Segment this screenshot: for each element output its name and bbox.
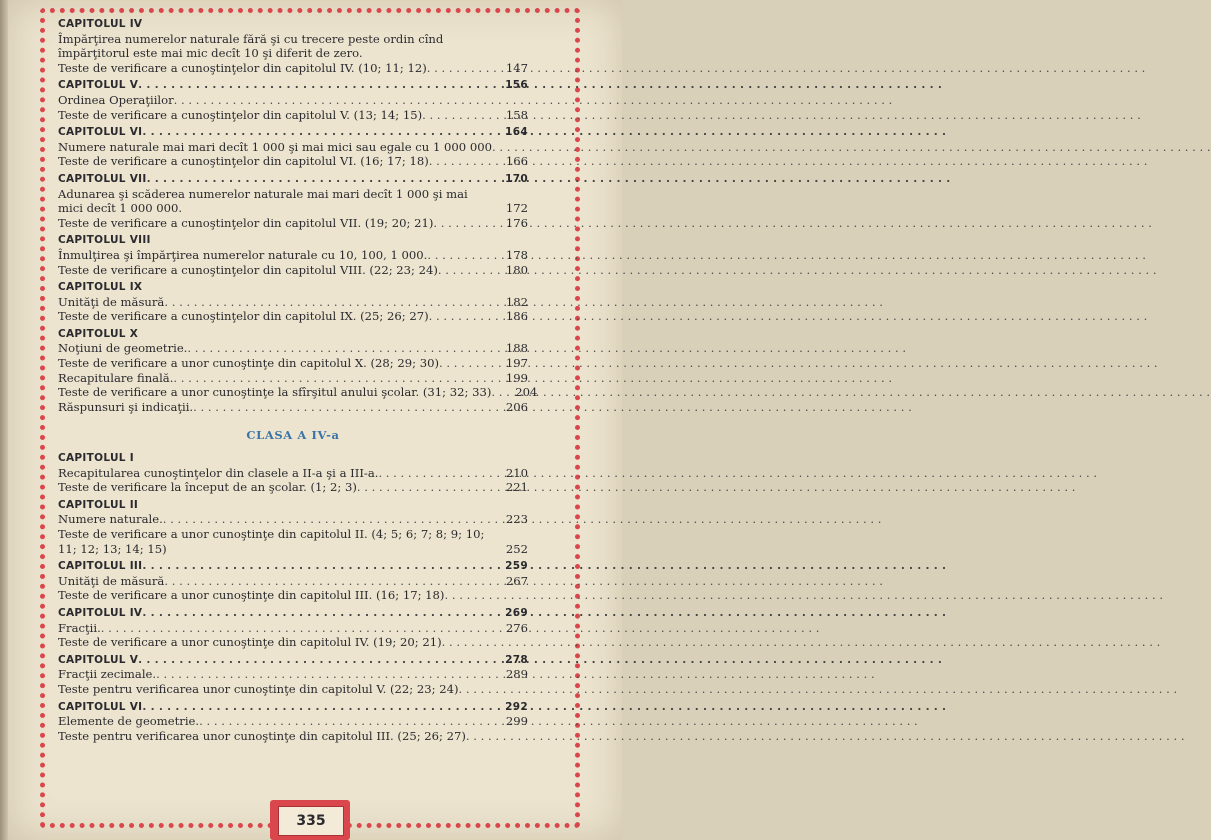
- entry-text: Elemente de geometrie.: [58, 714, 200, 729]
- leader-dots: [156, 667, 490, 682]
- chapter-heading: CAPITOLUL II: [58, 498, 139, 511]
- page-number-badge: [270, 800, 350, 840]
- entry-page: 289: [505, 667, 528, 682]
- chapter-heading: CAPITOLUL IV: [58, 18, 143, 30]
- leader-dots: [378, 466, 490, 481]
- page-number: 335: [278, 806, 344, 836]
- chapter-page: 156: [505, 79, 528, 92]
- toc-entry: [58, 248, 528, 263]
- entry-text: Teste de verificare a cunoştinţelor din capitolul IX. (25; 26; 27): [58, 309, 429, 324]
- toc-entry: [58, 714, 528, 729]
- toc-entry: [58, 729, 528, 744]
- leader-dots: [164, 574, 490, 589]
- entry-page: 197: [505, 356, 528, 371]
- entry-text: Înmulţirea şi împărţirea numerelor naturale cu 10, 100, 1 000.: [58, 247, 428, 262]
- leader-dots: [439, 356, 490, 371]
- entry-page: 186: [505, 309, 528, 324]
- entry-page: 182: [505, 294, 528, 309]
- entry-page: 252: [505, 541, 528, 556]
- toc-entry: [58, 371, 528, 386]
- leader-dots: [491, 385, 499, 400]
- chapter-title: CAPITOLUL III: [58, 560, 143, 573]
- leader-dots: [163, 512, 490, 527]
- leader-dots: [142, 125, 490, 140]
- entry-page: 204: [515, 385, 538, 400]
- entry-page: 276: [505, 620, 528, 635]
- toc-entry: [58, 309, 528, 324]
- entry-text: Teste de verificare a unor cunoştinţe din capitolul IV. (19; 20; 21): [58, 635, 442, 650]
- chapter-page: 259: [505, 560, 528, 573]
- leader-dots: [142, 606, 490, 621]
- leader-dots: [438, 263, 490, 278]
- entry-text: Răspunsuri şi indicaţii.: [58, 399, 194, 414]
- toc-entry: [58, 574, 528, 589]
- chapter-heading: [58, 78, 528, 93]
- entry-text: Unităţi de măsură: [58, 294, 165, 309]
- entry-page: 299: [505, 714, 528, 729]
- leader-dots: [442, 635, 490, 650]
- chapter-page: 170: [505, 172, 528, 185]
- toc-entry: [58, 400, 528, 415]
- leader-dots: [357, 480, 490, 495]
- toc-entry: [58, 480, 528, 495]
- entry-text: Numere naturale.: [58, 512, 163, 527]
- entry-text: Teste de verificare a cunoştinţelor din capitolul V. (13; 14; 15): [58, 107, 423, 122]
- leader-dots: [429, 309, 490, 324]
- leader-dots: [427, 61, 490, 76]
- chapter-page: 269: [505, 606, 528, 619]
- toc-entry: [58, 466, 528, 481]
- chapter-title: CAPITOLUL V: [58, 79, 139, 92]
- entry-text: Teste pentru verificarea unor cunoştinţe din capitolul III. (25; 26; 27): [58, 728, 466, 743]
- entry-text: Noţiuni de geometrie.: [58, 341, 188, 356]
- entry-page: 188: [505, 341, 528, 356]
- table-of-contents: [58, 14, 538, 743]
- entry-text: Teste de verificare a cunoştinţelor din capitolul IV. (10; 11; 12): [58, 60, 427, 75]
- entry-page: 267: [505, 573, 528, 588]
- toc-entry: [58, 187, 528, 216]
- chapter-heading: CAPITOLUL IX: [58, 281, 143, 294]
- entry-page: 178: [505, 247, 528, 262]
- chapter-heading: CAPITOLUL X: [58, 327, 139, 340]
- chapter-title: CAPITOLUL V: [58, 653, 139, 666]
- chapter-title: CAPITOLUL VI: [58, 126, 143, 139]
- leader-dots: [466, 729, 490, 744]
- leader-dots: [187, 341, 490, 356]
- leader-dots: [142, 700, 490, 715]
- entry-page: 180: [505, 262, 528, 277]
- toc-entry: [58, 93, 528, 108]
- chapter-title: CAPITOLUL VII: [58, 172, 147, 185]
- class-heading: CLASA A IV-a: [246, 428, 340, 443]
- toc-part-grade-4: [58, 451, 528, 743]
- leader-dots: [433, 216, 490, 231]
- entry-text: Teste de verificare a unor cunoştinţe din capitolul III. (16; 17; 18): [58, 588, 445, 603]
- leader-dots: [174, 93, 490, 108]
- leader-dots: [142, 559, 490, 574]
- leader-dots: [427, 248, 490, 263]
- chapter-heading: [58, 606, 528, 621]
- leader-dots: [199, 714, 490, 729]
- chapter-title: CAPITOLUL VI: [58, 700, 143, 713]
- chapter-title: CAPITOLUL IV: [58, 606, 143, 619]
- chapter-heading: CAPITOLUL VIII: [58, 234, 151, 247]
- chapter-heading: [58, 700, 528, 715]
- entry-page: 172: [505, 201, 528, 216]
- leader-dots: [138, 78, 490, 93]
- leader-dots: [429, 154, 490, 169]
- toc-entry: [58, 216, 528, 231]
- chapter-page: 292: [505, 700, 528, 713]
- leader-dots: [101, 621, 490, 636]
- leader-dots: [147, 172, 490, 187]
- entry-text: Recapitulare finală.: [58, 370, 174, 385]
- toc-entry: [58, 621, 528, 636]
- chapter-heading: [58, 125, 528, 140]
- toc-entry: [58, 635, 528, 650]
- toc-entry: [58, 356, 528, 371]
- entry-text: Teste de verificare a unor cunoştinţe din capitolul X. (28; 29; 30): [58, 356, 439, 371]
- toc-entry: [58, 32, 528, 61]
- chapter-heading: CAPITOLUL I: [58, 452, 134, 465]
- leader-dots: [422, 108, 490, 123]
- leader-dots: [444, 588, 490, 603]
- entry-page: 221: [505, 480, 528, 495]
- leader-dots: [492, 140, 500, 155]
- entry-text: Numere naturale mai mari decît 1 000 şi mai mici sau egale cu 1 000 000: [58, 139, 492, 154]
- chapter-heading: [58, 559, 528, 574]
- entry-text: Fracţii zecimale.: [58, 667, 157, 682]
- entry-page: 199: [505, 370, 528, 385]
- entry-page: 210: [505, 465, 528, 480]
- entry-text: Teste de verificare a cunoştinţelor din capitolul VI. (16; 17; 18): [58, 154, 429, 169]
- entry-page: 158: [505, 107, 528, 122]
- chapter-heading: [58, 653, 528, 668]
- chapter-page: 278: [505, 653, 528, 666]
- entry-page: 147: [505, 60, 528, 75]
- toc-entry: [58, 588, 528, 603]
- toc-entry: [58, 667, 528, 682]
- toc-entry: [58, 263, 528, 278]
- entry-text: Teste de verificare a unor cunoştinţe la sfîrşitul anului şcolar. (31; 32; 33): [58, 385, 492, 400]
- chapter-page: 164: [505, 126, 528, 139]
- entry-text: Teste de verificare la început de an şcolar. (1; 2; 3): [58, 480, 357, 495]
- entry-text: Teste de verificare a unor cunoştinţe din capitolul II. (4; 5; 6; 7; 8; 9; 10; 11; 12; 13; 14; 15): [58, 527, 485, 556]
- entry-text: Ordinea Operaţiilor: [58, 92, 174, 107]
- entry-text: Teste de verificare a cunoştinţelor din capitolul VIII. (22; 23; 24): [58, 262, 438, 277]
- toc-entry: [58, 512, 528, 527]
- toc-entry: [58, 341, 528, 356]
- entry-text: Teste de verificare a cunoştinţelor din capitolul VII. (19; 20; 21): [58, 215, 434, 230]
- toc-entry: [58, 61, 528, 76]
- entry-page: 176: [505, 215, 528, 230]
- leader-dots: [164, 295, 490, 310]
- entry-text: Unităţi de măsură: [58, 573, 165, 588]
- entry-text: Recapitularea cunoştinţelor din clasele a II-a şi a III-a.: [58, 465, 379, 480]
- entry-text: Teste pentru verificarea unor cunoştinţe din capitolul V. (22; 23; 24): [58, 681, 459, 696]
- leader-dots: [138, 653, 490, 668]
- toc-entry: [58, 154, 528, 169]
- toc-entry: [58, 682, 528, 697]
- toc-entry: [58, 527, 528, 556]
- chapter-heading: [58, 172, 528, 187]
- entry-page: 223: [505, 512, 528, 527]
- toc-entry: [58, 108, 528, 123]
- entry-page: 166: [505, 154, 528, 169]
- leader-dots: [173, 371, 490, 386]
- entry-text: Adunarea şi scăderea numerelor naturale mai mari decît 1 000 şi mai mici decît 1 000 000.: [58, 186, 468, 216]
- toc-entry: [58, 295, 528, 310]
- entry-text: Împărţirea numerelor naturale fără şi cu trecere peste ordin cînd împărţitorul este mai mic decît 10 şi diferit de zero.: [58, 31, 444, 61]
- entry-page: 206: [505, 399, 528, 414]
- toc-entry: [58, 140, 528, 155]
- toc-part-grade-3: [58, 17, 538, 414]
- leader-dots: [193, 400, 490, 415]
- toc-entry: [58, 385, 538, 400]
- entry-text: Fracţii.: [58, 620, 101, 635]
- leader-dots: [459, 682, 490, 697]
